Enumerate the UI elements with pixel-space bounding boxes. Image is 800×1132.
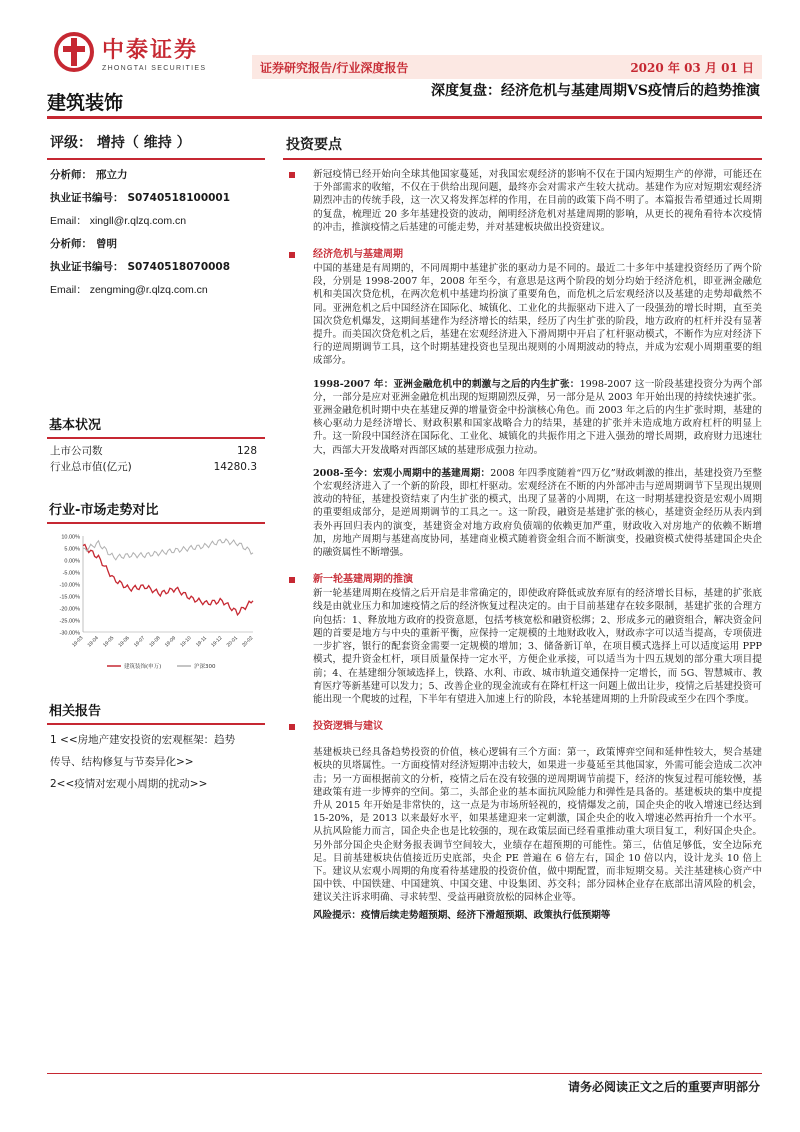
y-tick-label: -15.00% <box>59 594 80 601</box>
analyst-email[interactable]: zengming@r.qlzq.com.cn <box>89 284 208 296</box>
x-tick-label: 19-08 <box>148 635 162 649</box>
logo-english-name: ZHONGTAI SECURITIES <box>102 64 207 72</box>
footer-divider <box>47 1073 762 1074</box>
x-tick-label: 19-11 <box>195 635 209 649</box>
risk-paragraph <box>313 909 762 922</box>
paragraph <box>313 467 762 559</box>
x-tick-label: 20-02 <box>241 635 255 649</box>
related-report-link[interactable]: 2<<疫情对宏观小周期的扰动>> <box>50 778 208 790</box>
industry-name: 建筑装饰 <box>47 92 124 114</box>
paragraph-lead: 1998-2007 年：亚洲金融危机中的刺激与之后的内生扩张： <box>313 378 580 390</box>
report-date: 2020 年 03 月 01 日 <box>630 61 754 75</box>
x-tick-label: 19-09 <box>163 635 178 649</box>
disclaimer-note: 请务必阅读正文之后的重要声明部分 <box>567 1080 760 1094</box>
company-logo <box>54 30 274 74</box>
analyst-role-label: 分析师： <box>50 169 92 181</box>
section-crisis <box>283 248 762 559</box>
y-tick-label: -10.00% <box>59 582 80 589</box>
row-value: 14280.3 <box>213 461 257 473</box>
analyst-role-label: 分析师： <box>50 238 92 250</box>
email-label: Email： <box>50 284 87 296</box>
related-reports-heading: 相关报告 <box>47 686 265 725</box>
zhongtai-logo-icon <box>54 32 94 72</box>
x-tick-label: 19-06 <box>117 635 131 649</box>
cert-label: 执业证书编号： <box>50 261 124 273</box>
header-divider <box>47 116 762 119</box>
trend-chart-svg <box>47 528 265 678</box>
legend-label: 沪深300 <box>194 664 216 670</box>
report-type-bar <box>252 55 762 79</box>
intro-block <box>283 168 762 234</box>
y-tick-label: -30.00% <box>59 630 80 637</box>
report-type: 证券研究报告/行业深度报告 <box>260 61 409 75</box>
x-tick-label: 19-05 <box>102 635 116 649</box>
bullet-icon <box>289 724 295 730</box>
row-label: 行业总市值(亿元) <box>50 461 132 473</box>
analyst-block-2 <box>47 233 265 302</box>
section-heading: 经济危机与基建周期 <box>313 249 403 261</box>
bullet-icon <box>289 577 295 583</box>
section-new-cycle <box>283 573 762 706</box>
trend-heading: 行业-市场走势对比 <box>47 485 265 524</box>
related-reports-list <box>47 725 265 795</box>
cert-number: S0740518070008 <box>127 261 231 273</box>
table-row <box>47 443 265 459</box>
paragraph: 中国的基建是有周期的，不同周期中基建扩张的驱动力是不同的。最近二十多年中基建投资经历了两个阶段，分别是 1998-2007 年，2008 年至今，有意思是这两个阶段的划分均始于经济危机，即亚洲金融危机和美国次贷危机，在两次危机中基建均扮演了重要角色，而危机之后宏观经济以及基建的走势却截然不同。亚洲危机之后中国经济在国际化、城镇化、工业化的共振驱动下进入了一段强劲的增长时期，直至美国次贷危机爆发，这期间基建作为经济增长的结果，经历了内生扩张的阶段，地方政府的杠杆并没有显著提升。而美国次贷危机之后，基建在宏观经济进入下滑周期中开启了杠杆驱动模式，不断作为应对经济下行的逆周期调节工具，这个时期基建投资也呈现出规则的小周期波动的特点，并成为宏观小周期重要的组成部分。 <box>313 263 762 367</box>
analyst-name: 邢立力 <box>96 169 128 181</box>
x-tick-label: 19-04 <box>86 635 100 649</box>
investment-logic-body <box>283 746 762 922</box>
analyst-name: 曾明 <box>96 238 117 250</box>
y-tick-label: 10.00% <box>61 534 80 541</box>
trend-chart <box>47 528 265 678</box>
risk-label: 风险提示： <box>313 909 361 921</box>
risk-text: 疫情后续走势超预期、经济下滑超预期、政策执行低预期等 <box>360 909 611 921</box>
paragraph: 基建板块已经具备趋势投资的价值，核心逻辑有三个方面：第一，政策博弈空间和延伸性较大，契合基建板块的贝塔属性。一方面疫情对经济短期冲击较大，如果进一步蔓延至其他国家，外需可能会造成二次冲击；另一方面根据前文的分析，疫情之后在没有较强的逆周期调节前提下，经济的恢复过程可能较慢，基建政策有进一步博弈的空间。第二，头部企业的基本面抗风险能力和弹性是具备的。基建板块的集中度提升从 2015 年开始是非常快的，这一点是为市场所轻视的，疫情爆发之前，国企央企的收入增速已经达到 15-20%，是 2013 以来最好水平，如果基建迎来一定刺激，国企央企的收入增速必然再抬升一个水平。从抗风险能力而言，国企央企也是比较强的，现在政策层面已经看重推动重大项目复工，利好国企央企。另外部分国企央企财务报表调节空间较大，业绩存在超预期的可能性。第三，估值足够低，安全边际充足。目前基建板块估值接近历史底部，央企 PE 普遍在 6 倍左右，国企 10 倍以内，设计龙头 10 倍上下。建议从宏观小周期的角度看待基建股的投资价值，做中期配置，而非短期交易。关注基建核心资产中国中铁、中国铁建、中国建筑、中国交建、中设集团、苏交科；部分园林企业存在底部出清风险的机会，建议关注诉求明确、寻求转型、受益再融资放松的园林企业等。 <box>313 747 762 904</box>
legend-label: 建筑装饰(申万) <box>124 664 162 670</box>
cert-number: S0740518100001 <box>127 192 231 204</box>
x-tick-label: 19-10 <box>179 635 193 649</box>
y-tick-label: -25.00% <box>59 618 80 625</box>
main-content <box>283 130 762 922</box>
report-title: 深度复盘：经济危机与基建周期VS疫情后的趋势推演 <box>431 83 760 99</box>
x-tick-label: 19-07 <box>132 635 147 649</box>
row-label: 上市公司数 <box>50 445 103 457</box>
investment-highlights-heading: 投资要点 <box>283 130 762 160</box>
analyst-email[interactable]: xingll@r.qlzq.com.cn <box>89 215 187 227</box>
logo-chinese-name: 中泰证券 <box>102 37 199 63</box>
x-tick-label: 19-12 <box>210 635 224 649</box>
related-report-link[interactable]: 传导、结构修复与节奏异化>> <box>50 756 194 768</box>
paragraph-body: 2008 年四季度随着“四万亿”财政刺激的推出，基建投资乃至整个宏观经济进入了一个新的阶段，即杠杆驱动。宏观经济在不断的内外部冲击与逆周期调节下呈现出规则波动的特征，基建投资结束了内生扩张的模式，出现了显著的小周期，在这一时期基建投资是宏观小周期的重要组成部分，是逆周期调节的工具之一。这一阶段，融资是基建扩张的核心，基建资金经历从表内到表外再回归表内的演变，基建资金对地方政府负债端的依赖更加严重，财政收入对房地产的依赖不断增加，房地产周期与基建高度协同，基建商业模式随着资金组合而不断演变，投融资模式使得基建国企央企的融资属性不断增强。 <box>313 467 762 559</box>
left-sidebar <box>47 120 265 795</box>
analyst-block-1 <box>47 160 265 233</box>
table-row <box>47 459 265 475</box>
related-report-link[interactable]: 1 <<房地产建安投资的宏观框架：趋势 <box>50 734 236 746</box>
rating: 评级： 增持（ 维持 ） <box>47 120 265 160</box>
series-line <box>83 539 253 560</box>
bullet-icon <box>289 172 295 178</box>
intro-paragraph: 新冠疫情已经开始向全球其他国家蔓延，对我国宏观经济的影响不仅在于国内短期生产的停滞，可能还在于外部需求的收缩，不仅在于供给出现问题，最终亦会对需求产生较大扰动。基建作为应对短期宏观经济剧烈冲击的传统手段，这一次又将发挥怎样的作用，在目前的政策下尚不明了。本篇报告希望通过长周期的复盘，梳理近 20 多年基建投资的波动，阐明经济危机对基建周期的影响，从更长的视角看待本次疫情的冲击，推演疫情之后基建的可能走势，并对基建板块做出投资建议。 <box>313 169 762 233</box>
paragraph <box>313 378 762 457</box>
section-investment-logic <box>283 720 762 734</box>
y-tick-label: -20.00% <box>59 606 80 613</box>
y-tick-label: 0.00% <box>64 558 80 565</box>
basic-info-table <box>47 443 265 475</box>
cert-label: 执业证书编号： <box>50 192 124 204</box>
paragraph: 新一轮基建周期在疫情之后开启是非常确定的，即使政府降低或放弃原有的经济增长目标，基建的扩张底线是由就业压力和加速疫情之后的经济恢复过程决定的。由于目前基建存在较多限制，基建扩张的合理方向包括：1、释放地方政府的投资意愿，包括考核宽松和融资松绑；2、形成多元的融资组合，解决资金问题的首要是地方与中央的重新平衡，应保持一定规模的土地财政收入，财政赤字可以适当提高，专项债进一步扩容，银行的配套资金需要一定规模的增加；3、储备新订单，在项目模式选择上可以适度运用 PPP 模式，提升资金杠杆，项目质量保持一定水平，方便企业承接，可以适当为十四五规划的部分重大项目提前；4、在基建细分领域选择上，铁路、水利、市政、城市轨道交通保持一定增长，而 5G、智慧城市、教育医疗等新基建可以发力；5、改善企业的现金流或有在降杠杆这一问题上做出让步，疫情之后基建投资可能出现一个爬坡的过程，下半年有望进入加速上行的阶段，本轮基建周期的上升阶段或至少在四个季度。 <box>313 588 762 705</box>
paragraph-lead: 2008-至今：宏观小周期中的基建周期： <box>313 467 491 479</box>
x-tick-label: 19-03 <box>71 635 85 649</box>
section-heading: 投资逻辑与建议 <box>313 721 383 733</box>
y-tick-label: 5.00% <box>64 546 80 553</box>
row-value: 128 <box>236 445 257 457</box>
section-heading: 新一轮基建周期的推演 <box>313 574 413 586</box>
x-tick-label: 20-01 <box>225 635 239 649</box>
email-label: Email： <box>50 215 87 227</box>
bullet-icon <box>289 252 295 258</box>
y-tick-label: -5.00% <box>62 570 80 577</box>
paragraph-body: 1998-2007 这一阶段基建投资分为两个部分，一部分是应对亚洲金融危机出现的短期剧烈反弹，另一部分是从 2003 年开始出现的持续快速扩张。亚洲金融危机时期中央在基建反弹的增量资金中扮演核心角色。而 2003 年之后的内生扩张时期，基建的核心驱动力是经济增长、财政积累和国家战略合力的结果，基建的扩张并未造成地方政府杠杆的明显上升。这一阶段中国经济在国际化、工业化、城镇化的共振作用之下进入强劲的增长周期，政府财力迅速壮大，西部大开发战略对西部区域的基建形成强力拉动。 <box>313 378 763 456</box>
basic-info-heading: 基本状况 <box>47 400 265 439</box>
